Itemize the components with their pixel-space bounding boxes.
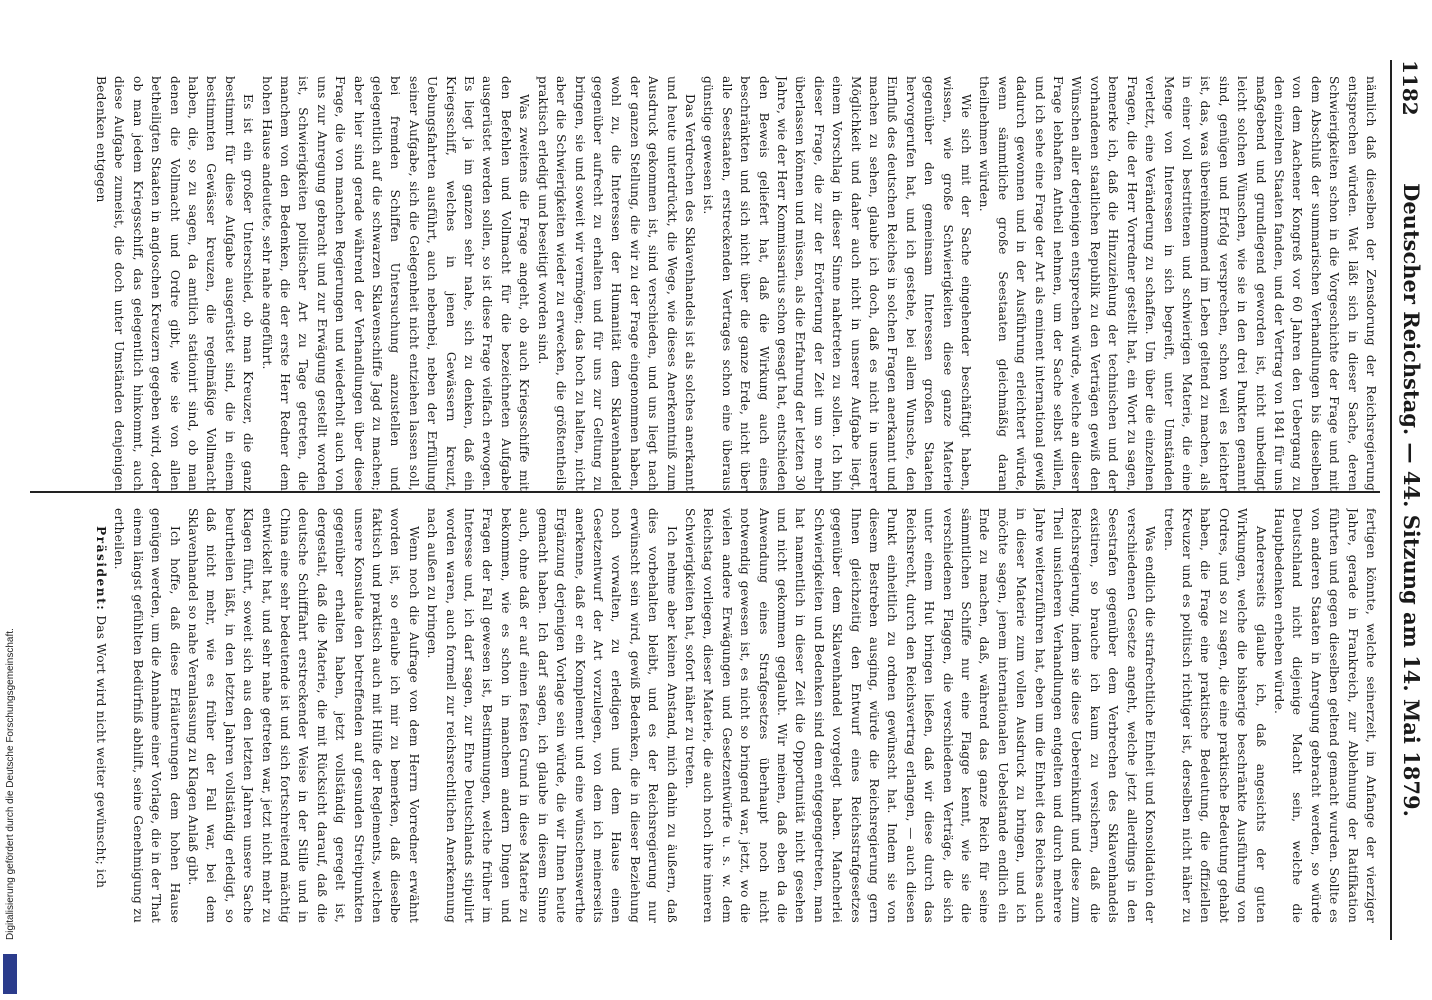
- page-header: [1394, 60, 1428, 940]
- header-rule: [1390, 60, 1392, 940]
- left-column: [30, 76, 1380, 491]
- paragraph: fertigen könnte, welche seinerzeit, im Anfange der vierziger Jahre, gerade in Frankreich, zur Ablehnung der Ratifikation führten und gegen dieselben geltend gemacht wurden. Sollte es von anderen Staaten in Anregung gebracht werden, so würde Deutschland nicht diejenige Macht sein, welche die Hauptbedenken erheben würde.: [1271, 508, 1378, 923]
- paragraph: nämlich daß dieselben der Zensdorung der Reichsregierung entsprechen würden. Wat läßt sich in dieser Sache, deren Schwierigkeiten schon in die Vorgeschichte der Frage und mit dem Abschluß der summarischen Verhandlungen bis dieselben von dem Aachener Kongreß vor 60 Jahren den Uebergang zu den einzelnen Staaten fanden, und der Vertrag von 1841 für uns maßgebend und grundlegend geworden ist, nicht unbedingt leicht solchen Wünschen, wie sie in den drei Punkten genannt sind, genügen und Erfolg versprechen, schon weil es leichter ist, das, was übereinkommend im Leben geltend zu machen, als in einer voll bestrittenen und schwierigen Materie, die eine Menge von Interessen in sich begreift, unter Umständen verletzt, eine Veränderung zu schaffen. Um über die einzelnen Fragen, die der Herr Vorredner gestellt hat, ein Wort zu sagen, bemerke ich, daß die Hinzuziehung der technischen und der vorhandenen staatlichen Republik zu den Verträgen gewiß den Wünschen aller derjenigen entsprechen würde, welche an dieser Frage lebhaften Antheil nehmen, um der Sache selbst willen, und ich sehe eine Frage der Art als eminent international gewiß dadurch gewonnen und in der Ausführung erleichtert würde, wenn sämmtliche große Seestaaten gleichmäßig daran theilnehmen würden.: [977, 76, 1378, 491]
- paragraph: Es ist ein großer Unterschied, ob man Kreuzer, die ganz bestimmt für diese Aufgabe ausgerüstet sind, die in einem bestimmten Gewässer kreuzen, die regelmäßige Vollmacht haben, die, so zu sagen, da amtlich stationirt sind, ob man denen die Vollmacht und Ordre gibt, wie sie von allen betheiligten Staaten in angloschen Kreuzern gegeben wird, oder ob man jedem Kriegsschiff, das gelegentlich hinkommt, auch diese Aufgabe zumeist, die doch unter Umständen denjenigen Bedenken entgegen: [93, 76, 256, 491]
- speech-text: Das Wort wird nicht weiter gewünscht; ich: [93, 615, 108, 889]
- paragraph: Was endlich die strafrechtliche Einheit und Konsolidation der verschiedenen Gesetze angeht, welche jetzt allerdings in den Seestrafen gegenüber dem Verbrechen des Sklavenhandels existiren, so brauche ich kaum zu versichern, daß die Reichsregierung, indem sie diese Uebereinkunft und diese zum Theil unsicheren Verhandlungen entgelten und durch mehrere Jahre weiterzuführen hat, eben um die Einheit des Reiches auch in dieser Materie zum vollen Ausdruck zu bringen, und ich möchte sagen, jenem internationalen Uebelstande endlich ein Ende zu machen, daß, während das ganze Reich für seine sämmtlichen Schiffe nur eine Flagge kennt, wie sie die verschiedenen Flaggen, die verschiedenen Verträge, die sich unter einem Hut bringen ließen, daß wir diese durch das Reichsrecht, durch den Reichsvertrag erlangen, — auch diesen Punkt einheitlich zu ordnen gewünscht hat. Indem sie von diesem Bestreben ausging, würde die Reichsregierung gern Ihnen gleichzeitig den Entwurf eines Reichsstrafgesetzes gegenüber dem Sklavenhandel vorgelegt haben. Mancherlei Schwierigkeiten und Bedenken sind dem entgegengetreten, man hat namentlich in dieser Zeit die Opportunität nicht gesehen und nicht gekommen geglaubt. Wir meinen, daß eben da die Anwendung eines Strafgesetzes überhaupt noch nicht notwendig gewesen ist, es nicht so bringend war, jetzt, wo die vielen andere Erwägungen und Gesetzentwürfe u. s. w. dem Reichstag vorliegen, dieser Materie, die auch noch ihre inneren Schwierigkeiten hat, sofort näher zu treten.: [682, 508, 1158, 923]
- column-divider: [30, 491, 1380, 493]
- closing-paragraph: [92, 508, 110, 923]
- paragraph: Ich hoffe, daß diese Erläuterungen dem hohen Hause genügen werden, um die Annahme einer Vorlage, die in der That einem längst gefühlten Bedürfniß abhilft, seine Genehmigung zu ertheilen.: [112, 508, 182, 923]
- right-column: [30, 508, 1380, 923]
- paragraph: Wie sich mit der Sache eingehender beschäftigt haben, wissen, wie große Schwierigkeiten diese ganze Materie gegenüber den gemeinsam Interessen großen Staaten hervorgerufen hat, und ich gestehe, bei allem Wunsche, den Einfluß des deutschen Reiches in solchen Fragen anerkannt und machen zu sehen, glaube ich doch, daß es nicht in unserer Möglichkeit und daher auch nicht in unserer Aufgabe liegt, einem Vorschlag in dieser Sinne nahetreten zu sollen. Ich bin dieser Frage, die zur der Erörterung der Zeit um so mehr überlassen können und müssen, als die Erfahrung der letzten 30 Jahre, wie der Herr Kommissarius schon gesagt hat, entschieden den Beweis geliefert hat, daß die Wirkung auch eines beschränkten und sich nicht über die ganze Erde, nicht über alle Seestaaten, erstreckenden Vertrages schon eine überaus günstige gewesen ist.: [701, 76, 974, 491]
- paragraph: Das Verdrechen des Sklavenhandels ist als solches anerkannt und heute unterdrückt, die Wege, wie dieses Anerkenntniß zum Ausdruck gekommen ist, sind verschieden, und uns liegt nach der ganzen Stellung, die wir zu der Frage eingenommen haben, wohl zu, die Interessen der Humanität dem Sklavenhandel gegenüber aufrecht zu erhalten und für uns zur Geltung zu bringen, sie und soweit wir vermögen; das hoch zu halten, nicht aber die Schwierigkeiten wieder zu erwecken, die größtentheils praktisch erledigt und beseitigt worden sind.: [535, 76, 697, 491]
- paragraph: Andererseits glaube ich, daß angesichts der guten Wirkungen, welche die bisherige beschränkte Ausführung von Ordres, und so zu sagen, die eine praktische Bedeutung gehabt haben, die Frage eine praktische Bedeutung, die offiziellen Kreuzer und es politisch richtiger ist, derselben nicht näher zu treten.: [1161, 508, 1268, 923]
- paragraph: Wenn noch die Aufrage von dem Herrn Vorredner erwähnt worden ist, so erlaube ich mir zu bemerken, daß dieselbe faktisch und praktisch auch mit Hülfe der Reglements, welchen unsere Konsulate den betreffenden auf gesunden Streitpunkten gegenüber erhalten haben, jetzt vollständig geregelt ist, dergestalt, daß die Materie, die mit Rücksicht darauf, daß die deutsche Schifffahrt erstreckender Weise in der Stille und in China eine sehr bedeutende ist und sich fortschreitend mächtig entwickelt hat, und sehr nahe getreten war, jetzt nicht mehr zu Klagen führt, soweit sich aus den letzten Jahren unsere Sache beurtheilen läßt, in den letzten Jahren vollständig erledigt, so daß nicht mehr, wie es früher der Fall war, bei dem Sklavenhandel so nahe Veranlassung zu Klagen Anlaß gibt.: [186, 508, 421, 923]
- speaker-label: Präsident:: [93, 526, 108, 612]
- dfg-logo: DFG: [3, 954, 17, 994]
- digitization-note: Digitalisierung gefördert durch die Deutsche Forschungsgemeinschaft.: [5, 628, 16, 940]
- paragraph: Ich nehme aber keinen Anstand, mich dahin zu äußern, daß dies vorbehalten bleibt, und es der Reichsregierung nur erwünscht sein wird, gewiß Bedenken, die in dieser Beziehung noch vorwalten, zu erledigen und dem Hause einen Gesetzentwurf der Art vorzulegen, von dem ich meinerseits anerkenne, daß er ein Komplement und eine wünschenswerthe Ergänzung derjenigen Vorlage sein würde, die wir Ihnen heute gemacht haben. Ich darf sagen, ich glaube in diesem Sinne auch, ohne daß er auf einen festen Grund in diese Materie zu bekommen, wie es schon in manchem andern Dingen und Fragen der Fall gewesen ist, Bestimmungen, welche früher im Interesse und, ich darf sagen, zur Ehre Deutschlands stipulirt worden waren, auch formell zur reichsrechtlichen Anerkennung nach außen zu bringen.: [425, 508, 679, 923]
- paragraph: Was zweitens die Frage angeht, ob auch Kriegsschiffe mit den Befehlen und Vollmacht für die bezeichneten Aufgabe ausgerüstet werden sollen, so ist diese Frage vielfach erwogen. Es liegt ja im ganzen sehr nahe, sich zu denken, daß ein Kriegsschiff, welches in jenen Gewässern kreuzt, Uebungsfahrten ausführt, auch nebenbei, neben der Erfüllung seiner Aufgabe, sich die Gelegenheit nicht entziehen lassen soll, bei fremden Schiffen Untersuchung anzustellen und gelegentlich auf die schwarzen Sklavenschiffe Jagd zu machen; aber hier sind gerade während der Verhandlungen über diese Frage, die von manchen Regierungen und wiederholt auch von uns zur Anregung gebracht und zur Erwägung gestellt worden ist, Schwierigkeiten politischer Art zu Tage getreten, die manchem von den Bedenken, die der erste Herr Redner dem hohen Hause andeutete, sehr nahe angeführt.: [259, 76, 532, 491]
- page-title: Deutscher Reichstag. — 44. Sitzung am 14. Mai 1879.: [1399, 183, 1424, 817]
- page-number: 1182: [1398, 60, 1422, 116]
